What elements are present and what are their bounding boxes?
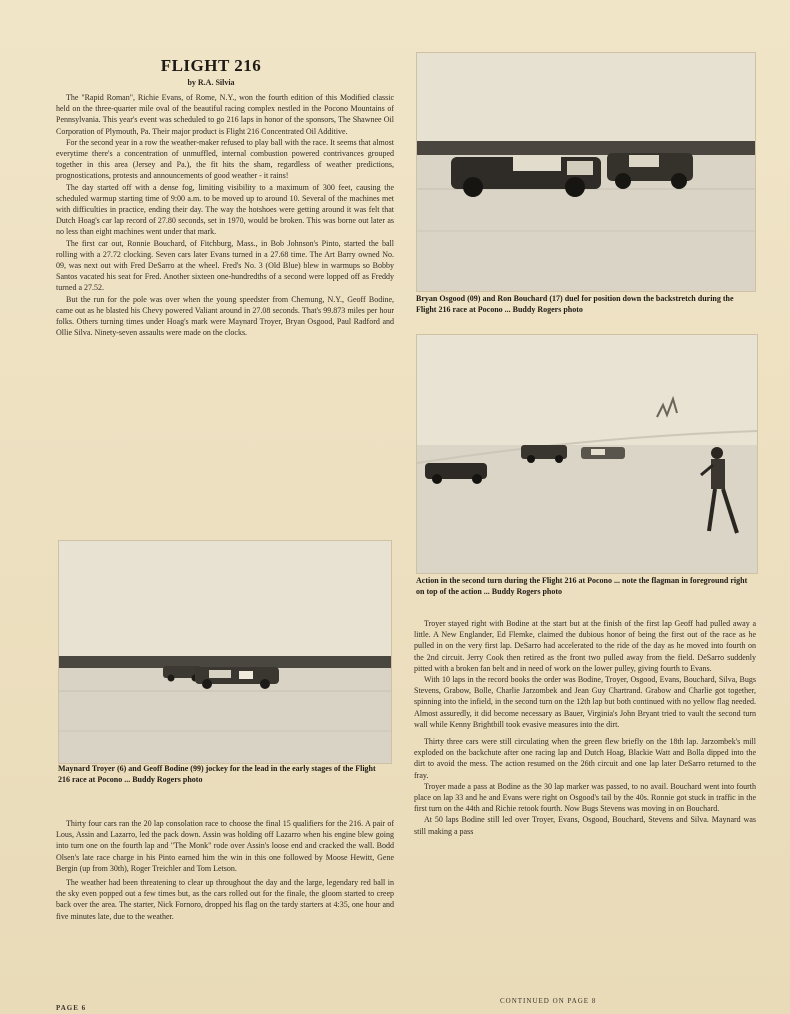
photo-caption-troyer-bodine: Maynard Troyer (6) and Geoff Bodine (99) jockey for the lead in the early stages of the Flight 216 race at Pocono ... Buddy Rogers photo [58, 764, 376, 784]
photo-caption-osgood-bouchard: Bryan Osgood (09) and Ron Bouchard (17) duel for position down the backstretch during the Flight 216 race at Pocono ... Buddy Rogers photo [416, 294, 734, 314]
race-photo-drawing [417, 53, 755, 291]
paragraph: Troyer stayed right with Bodine at the start but at the finish of the first lap Geoff had pulled away a little. A New Englander, Ed Flemke, claimed the dubious honor of being the first out of the race as he pulled in on the very first lap. DeSarro had accelerated to the ride of the day as he moved into fourth on the 2nd circuit. Jerry Cook then retired as the front two pulled away from the field. DeSarro suddenly pitted with a broken fan belt and in need of work on the lower pulley, giving fourth to Evans. [414, 619, 756, 673]
left-column-top-text [56, 92, 394, 538]
race-photo-drawing [417, 335, 757, 573]
photo-caption-second-turn: Action in the second turn during the Flight 216 at Pocono ... note the flagman in foreground right on top of the action ... Buddy Rogers photo [416, 576, 748, 596]
left-column-bottom-text [56, 818, 394, 994]
paragraph: The weather had been threatening to clear up throughout the day and the large, legendary red ball in the sky even popped out a few times but, as the cars rolled out for the finale, the gloom started to creep back over the area. The starter, Nick Fornoro, dropped his flag on the tardy starters at 4:35, one hour and five minutes late, due to the weather. [56, 878, 394, 921]
right-column-text [414, 618, 756, 994]
paragraph: Thirty three cars were still circulating when the green flew briefly on the 18th lap. Jarzombek's mill exploded on the backchute after one racing lap and Dutch Hoag, Blackie Watt and Bolla dipped into the dirt to avoid the mess. The action resumed on the 26th circuit and one lap later DeSarro returned to the fray. [414, 737, 756, 780]
paragraph: Thirty four cars ran the 20 lap consolation race to choose the final 15 qualifiers for the 216. A pair of Lous, Assin and Lazarro, led the pack down. Assin was holding off Lazarro when his engine blew going into turn one on the fourth lap and "The Monk" rode over Assin's loose end and cracked the wall. Bodd Olsen's late race charge in his Pinto earned him the win in this one followed by Moose Hewitt, Gene Bergin (up from 30th), Roger Treichler and Tom Letson. [56, 819, 394, 873]
paragraph: With 10 laps in the record books the order was Bodine, Troyer, Osgood, Evans, Bouchard, Silva, Bugs Stevens, Grabow, Bolle, Charlie Jarzombek and Jean Guy Chartrand. Grabow and Charlie got together, spinning into the infield, in the second turn on the 12th lap but both continued with no yellow flag needed. Almost assuredly, it did become necessary as Bauer, Virginia's John Bryant tried to vault the second turn wall while Kenny Brightbill took evasive measures into the dirt. [414, 675, 756, 729]
continued-note: CONTINUED ON PAGE 8 [500, 997, 597, 1005]
race-photo-drawing [59, 541, 391, 763]
paragraph: For the second year in a row the weather-maker refused to play ball with the race. It seems that almost everytime there's a concentration of unmuffled, internal combustion powered contrivances grouped together in this area (Jersey and Pa.), the fit hits the sham, regardless of weather predictions, prognostications, protests and announcements of good weather - it rains! [56, 137, 394, 181]
paragraph: The first car out, Ronnie Bouchard, of Fitchburg, Mass., in Bob Johnson's Pinto, started the ball rolling with a 27.72 clocking. Seven cars later Evans turned in a 27.68 time. The Art Barry owned No. 09, was next out with Fred DeSarro at the wheel. Fred's No. 3 (Old Blue) blew in warmups so Bobby Santos vacated his seat for Fred. Another sixteen one-hundredths of a second were lopped off as Freddy turned a 27.52. [56, 238, 394, 293]
race-photo-osgood-bouchard [416, 52, 756, 292]
paragraph: The day started off with a dense fog, limiting visibility to a maximum of 300 feet, causing the scheduled warmup starting time of 9:00 a.m. to be moved up to around 10. Several of the machines met with difficulties in practice, ending their day. The way the hotshoes were getting around it was felt that Dutch Hoag's car lap record of 27.80 seconds, set in 1970, would be broken. This was borne out later as no less than eight machines went under that mark. [56, 182, 394, 237]
race-car [581, 447, 625, 459]
article-title: FLIGHT 216 [160, 56, 262, 75]
page-number: PAGE 6 [56, 1004, 87, 1012]
paragraph: At 50 laps Bodine still led over Troyer, Evans, Osgood, Bouchard, Stevens and Silva. Maynard was still making a pass [414, 815, 756, 836]
paragraph: The "Rapid Roman", Richie Evans, of Rome, N.Y., won the fourth edition of this Modified classic held on the three-quarter mile oval of the beautiful racing complex nestled in the Pocono Mountains of Pennsylvania. This year's event was scheduled to go 216 laps in honor of the sponsors, The Shawnee Oil Corporation of Plymouth, Pa. Their major product is Flight 216 Concentrated Oil Additive. [56, 93, 394, 136]
race-photo-second-turn [416, 334, 758, 574]
article-byline: by R.A. Silvia [187, 78, 235, 87]
race-photo-troyer-bodine [58, 540, 392, 764]
paragraph: But the run for the pole was over when the young speedster from Chemung, N.Y., Geoff Bodine, came out as he blasted his Chevy powered Valiant around in 27.08 seconds. That's 99.873 miles per hour folks. Others turning times under Hoag's mark were Maynard Troyer, Bryan Osgood, Paul Radford and Ollie Silva. Ninety-seven assaults were made on the clocks. [56, 294, 394, 338]
paragraph: Troyer made a pass at Bodine as the 30 lap marker was passed, to no avail. Bouchard went into fourth place on lap 33 and he and Evans were right on Osgood's tail by the 40s. Ronnie got stuck in traffic in the first turn on the 44th and Richie retook fourth. Now Bugs Stevens was moving in on Bouchard. [414, 781, 756, 814]
